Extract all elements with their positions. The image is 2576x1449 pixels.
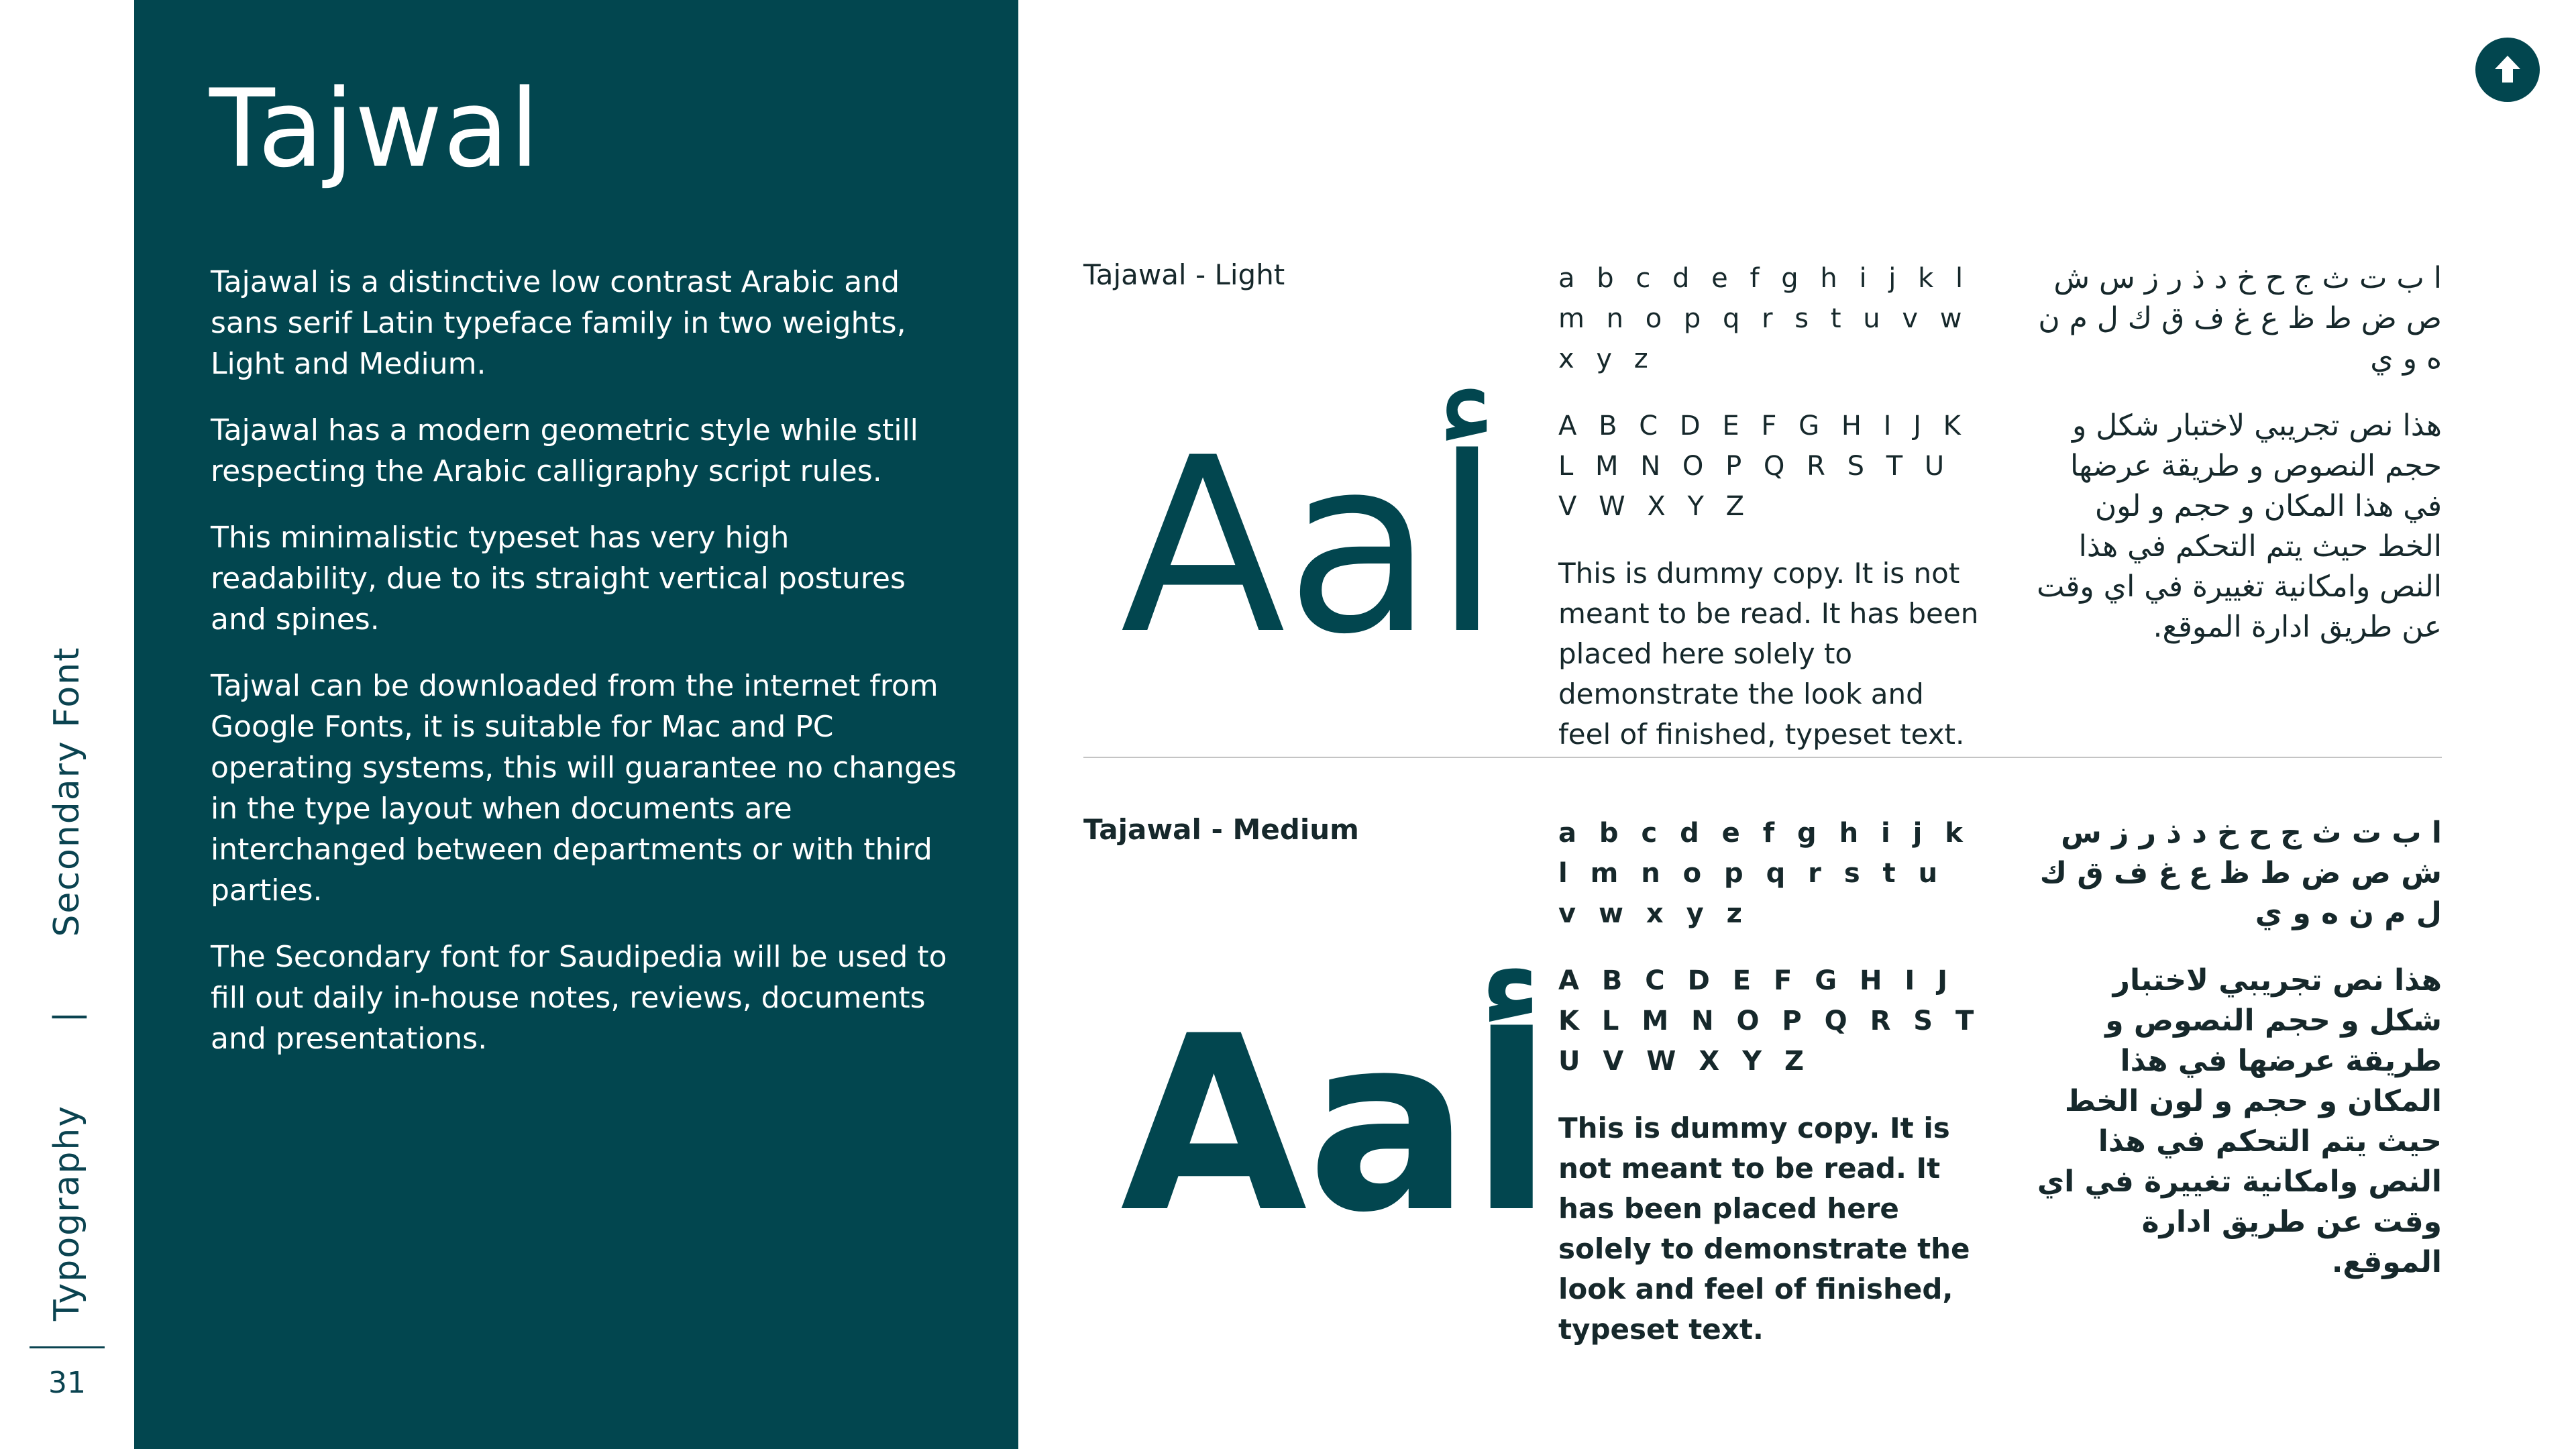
description-paragraph: This minimalistic typeset has very high readability, due to its straight vertical postures and spines.: [211, 521, 906, 637]
lowercase-alphabet: a b c d e f g h i j k l m n o p q r s t u v w x y z: [1558, 263, 1970, 374]
description-paragraph: Tajwal can be downloaded from the internet from Google Fonts, it is suitable for Mac and PC operating systems, this will guarantee no changes in the type layout when documents are interchanged between departments or with third parties.: [211, 669, 957, 908]
lowercase-alphabet: a b c d e f g h i j k l m n o p q r s t u v w x y z: [1558, 818, 1970, 929]
font-title: Tajwal: [209, 66, 541, 191]
font-description-panel: [134, 0, 1018, 1449]
topic-label: Typography: [47, 1104, 87, 1322]
uppercase-alphabet: A B C D E F G H I J K L M N O P Q R S T U V W X Y Z: [1558, 965, 1981, 1077]
specimen-divider: [1083, 757, 2442, 758]
arabic-alphabet: ا ب ت ث ج ح خ د ذ ر ز س ش ص ض ط ظ ع غ ف ق ك ل م ن ه و ي: [2039, 816, 2442, 930]
glyph-sample: Aaأ: [1120, 984, 1553, 1265]
font-description: [211, 262, 962, 1085]
latin-sample-text: This is dummy copy. It is not meant to be read. It has been placed here solely to demonstrate the look and feel of finished, typeset text.: [1558, 1112, 1970, 1346]
arabic-alphabet: ا ب ت ث ج ح خ د ذ ر ز س ش ص ض ط ظ ع غ ف ق ك ل م ن ه و ي: [2038, 261, 2442, 376]
arabic-specimen: [2033, 813, 2442, 1283]
weight-label: Tajawal - Medium: [1083, 813, 1359, 846]
back-to-top-button[interactable]: [2475, 38, 2540, 102]
latin-specimen: [1558, 258, 1981, 755]
uppercase-alphabet: A B C D E F G H I J K L M N O P Q R S T U V W X Y Z: [1558, 411, 1968, 522]
page-number: 31: [48, 1366, 86, 1400]
arabic-sample-text: هذا نص تجريبي لاختبار شكل و حجم النصوص و طريقة عرضها في هذا المكان و حجم و لون الخط حيث يتم التحكم في هذا النص وامكانية تغييرة في اي وقت عن طريق ادارة الموقع.: [2037, 409, 2442, 644]
latin-specimen: [1558, 813, 1981, 1350]
description-paragraph: Tajawal is a distinctive low contrast Arabic and sans serif Latin typeface family in two weights, Light and Medium.: [211, 265, 906, 381]
side-rail: [0, 0, 134, 1449]
weight-label: Tajawal - Light: [1083, 258, 1285, 291]
rail-separator: |: [47, 1010, 87, 1023]
glyph-sample: Aaأ: [1120, 406, 1501, 687]
arrow-up-circle-icon: [2487, 49, 2528, 91]
description-paragraph: Tajawal has a modern geometric style while still respecting the Arabic calligraphy script rules.: [211, 413, 918, 488]
arabic-specimen: [2033, 258, 2442, 647]
arabic-sample-text: هذا نص تجريبي لاختبار شكل و حجم النصوص و طريقة عرضها في هذا المكان و حجم و لون الخط حيث يتم التحكم في هذا النص وامكانية تغييرة في اي وقت عن طريق ادارة الموقع.: [2037, 963, 2442, 1279]
page-number-rule: [30, 1346, 105, 1348]
description-paragraph: The Secondary font for Saudipedia will be used to fill out daily in-house notes, reviews, documents and presentations.: [211, 940, 947, 1056]
latin-sample-text: This is dummy copy. It is not meant to be read. It has been placed here solely to demonstrate the look and feel of finished, typeset text.: [1558, 557, 1979, 751]
section-label: Secondary Font: [47, 646, 87, 937]
